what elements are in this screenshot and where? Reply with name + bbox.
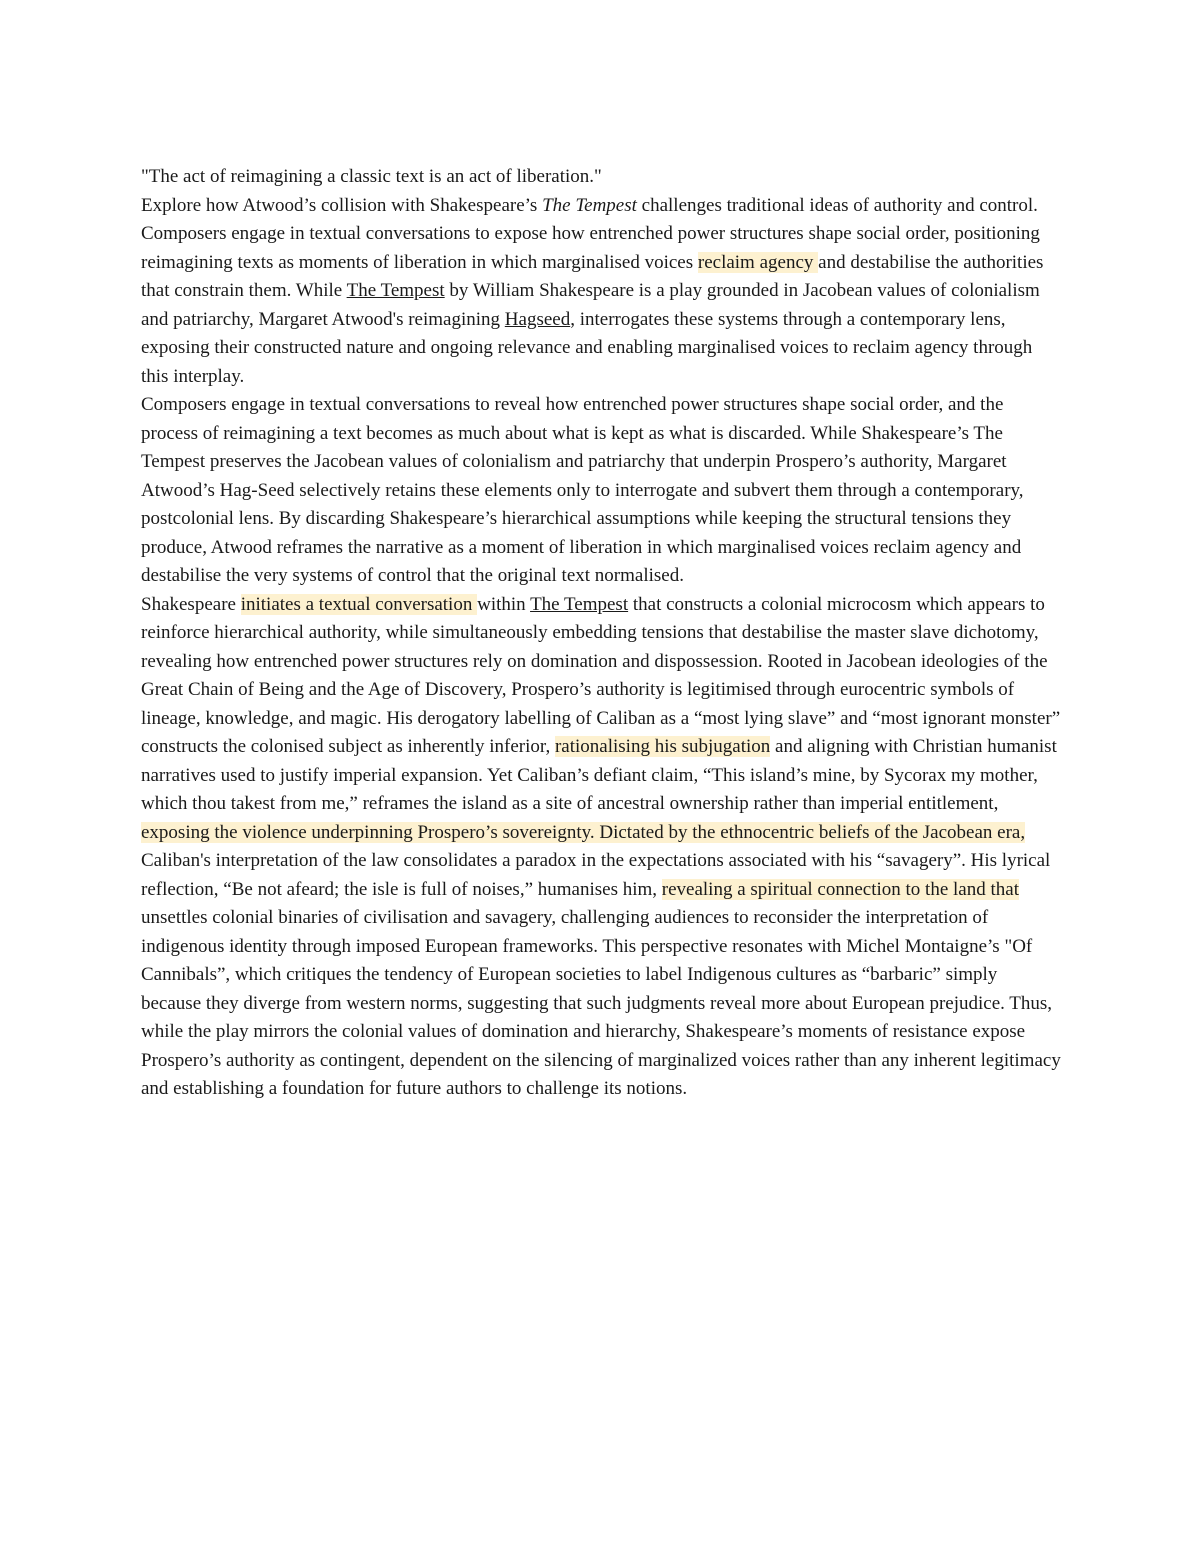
underlined-title: Hagseed bbox=[504, 308, 571, 330]
highlighted-text: rationalising his subjugation bbox=[554, 736, 771, 757]
underlined-title: The Tempest bbox=[530, 593, 629, 615]
paragraph-text: Composers engage in textual conversations to expose how entrenched power structures shape social order, positioning reimagining texts as moments of liberation in which marginalised voices bbox=[141, 223, 1040, 273]
highlighted-text: initiates a textual conversation bbox=[240, 593, 478, 615]
highlighted-text: revealing a spiritual connection to the land that bbox=[661, 878, 1019, 900]
prompt-text: challenges traditional ideas of authority and control. bbox=[636, 194, 1038, 216]
paragraph-text: that constructs a colonial microcosm which appears to reinforce hierarchical authority, while simultaneously embedding tensions that destabilise the master slave dichotomy, revealing how entrenched power structures rely on domination and dispossession. Rooted in Jacobean ideologies of the Great Chain of Being and the Age of Discovery, Prospero’s authority is legitimised through eurocentric symbols of lineage, knowledge, and magic. His derogatory labelling of Caliban as a “most lying slave” and “most ignorant monster” constructs the colonised subject as inherently inferior, bbox=[141, 593, 1061, 757]
thesis-paragraph-2: Composers engage in textual conversations to reveal how entrenched power structures shape social order, and the process of reimagining a text becomes as much about what is kept as what is discarded. While Shakespeare’s The Tempest preserves the Jacobean values of colonialism and patriarchy that underpin Prospero’s authority, Margaret Atwood’s Hag-Seed selectively retains these elements only to interrogate and subvert them through a contemporary, postcolonial lens. By discarding Shakespeare’s hierarchical assumptions while keeping the structural tensions they produce, Atwood reframes the narrative as a moment of liberation in which marginalised voices reclaim agency and destabilise the very systems of control that the original text normalised. bbox=[141, 394, 1024, 586]
paragraph-text: within bbox=[477, 593, 531, 615]
paragraph-text: unsettles colonial binaries of civilisation and savagery, challenging audiences to reconsider the interpretation of indigenous identity through imposed European frameworks. This perspective resonates with Michel Montaigne’s "Of Cannibals”, which critiques the tendency of European societies to label Indigenous cultures as “barbaric” simply because they diverge from western norms, suggesting that such judgments reveal more about European prejudice. Thus, while the play mirrors the colonial values of domination and hierarchy, Shakespeare’s moments of resistance expose Prospero’s authority as contingent, dependent on the silencing of marginalized voices rather than any inherent legitimacy and establishing a foundation for future authors to challenge its notions. bbox=[141, 907, 1061, 1099]
paragraph-text: and destabilise the authorities that constrain them. While bbox=[141, 251, 1044, 301]
paragraph-text: by William Shakespeare is a play grounded in Jacobean values of colonialism and patriarchy, Margaret Atwood's reimagining bbox=[141, 280, 1040, 330]
underlined-title: The Tempest bbox=[346, 280, 445, 301]
body-paragraph bbox=[141, 591, 1061, 1104]
essay-prompt bbox=[141, 192, 1061, 221]
paragraph-text: , interrogates these systems through a contemporary lens, exposing their constructed nature and ongoing relevance and enabling marginalised voices to reclaim agency through this interplay. bbox=[141, 308, 1033, 387]
prompt-text: Explore how Atwood’s collision with Shakespeare’s bbox=[141, 194, 543, 216]
thesis-paragraph-1 bbox=[141, 220, 1061, 391]
highlighted-text: exposing the violence underpinning Prospero’s sovereignty. Dictated by the ethnocentric beliefs of the Jacobean era, bbox=[141, 821, 1026, 843]
document-page bbox=[141, 163, 1061, 1104]
paragraph-text: Shakespeare bbox=[141, 593, 241, 615]
paragraph-text: Caliban's interpretation of the law consolidates a paradox in the expectations associated with his “savagery”. His lyrical reflection, “Be not afeard; the isle is full of noises,” humanises him, bbox=[141, 850, 1051, 900]
highlighted-text: reclaim agency bbox=[697, 251, 819, 273]
paragraph-text: and aligning with Christian humanist narratives used to justify imperial expansion. Yet Caliban’s defiant claim, “This island’s mine, by Sycorax my mother, which thou takest from me,” reframes the island as a site of ancestral ownership rather than imperial entitlement, bbox=[141, 736, 1057, 814]
essay-question-quote: "The act of reimagining a classic text is an act of liberation." bbox=[141, 166, 602, 187]
prompt-title-italic: The Tempest bbox=[542, 194, 637, 216]
